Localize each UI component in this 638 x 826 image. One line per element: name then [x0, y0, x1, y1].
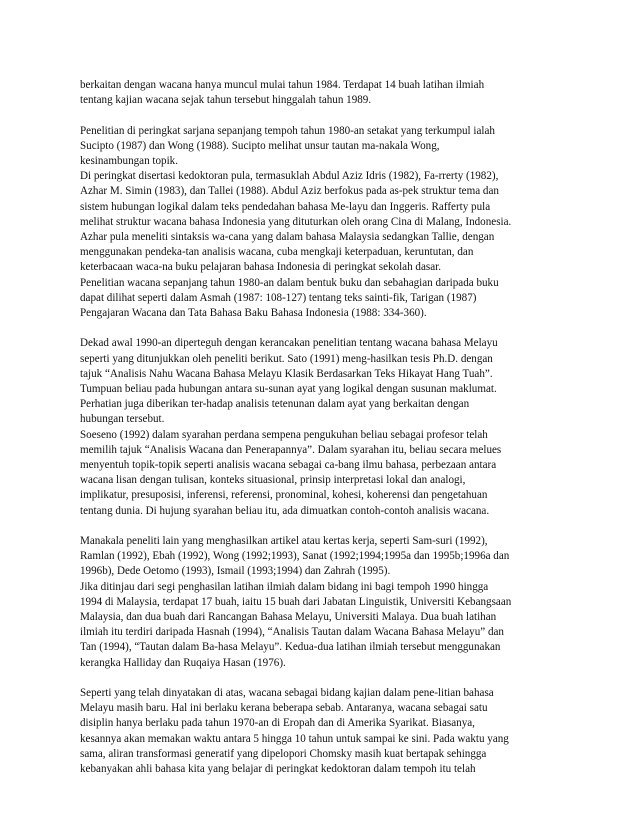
text-line: Melayu masih baru. Hal ini berlaku kerana beberapa sebab. Antaranya, wacana sebagai satu [80, 702, 488, 715]
text-line: sama, aliran transformasi generatif yang dipelopori Chomsky masih kuat bertapak sehingga [80, 747, 487, 760]
text-line: Dekad awal 1990-an diperteguh dengan kerancakan penelitian tentang wacana bahasa Melayu [80, 337, 498, 350]
text-line: disiplin hanya berlaku pada tahun 1970-an di Eropah dan di Amerika Syarikat. Biasanya, [80, 717, 475, 730]
text-line: 1996b), Dede Oetomo (1993), Ismail (1993;1994) dan Zahrah (1995). [80, 565, 391, 578]
text-line: Perhatian juga diberikan ter-hadap analisis tetenunan dalam ayat yang berkaitan dengan [80, 398, 470, 411]
text-line: Tumpuan beliau pada hubungan antara su-sunan ayat yang logikal dengan susunan maklumat. [80, 383, 497, 396]
text-line: wacana lisan dengan tulisan, konteks situasional, prinsip interpretasi lokal dan analogi, [80, 474, 466, 487]
text-line: seperti yang ditunjukkan oleh peneliti berikut. Sato (1991) meng-hasilkan tesis Ph.D. dengan [80, 352, 493, 365]
paragraph-gap [80, 321, 564, 336]
text-line: menyentuh topik-topik seperti analisis wacana sebagai ca-bang ilmu bahasa, perbezaan antara [80, 459, 497, 472]
text-line: Seperti yang telah dinyatakan di atas, wacana sebagai bidang kajian dalam pene-litian bahasa [80, 687, 494, 700]
text-line: sistem hubungan logikal dalam teks pendedahan bahasa Me-layu dan Inggeris. Rafferty pula [80, 200, 491, 213]
paragraph-gap [80, 671, 564, 686]
text-line: Penelitian di peringkat sarjana sepanjang tempoh tahun 1980-an setakat yang terkumpul ialah [80, 124, 495, 137]
paragraph-gap [80, 108, 564, 123]
text-line: dapat dilihat seperti dalam Asmah (1987: 108-127) tentang teks sainti-fik, Tarigan (1987) [80, 291, 477, 304]
text-line: Soeseno (1992) dalam syarahan perdana sempena pengukuhan beliau sebagai profesor telah [80, 428, 488, 441]
text-line: berkaitan dengan wacana hanya muncul mulai tahun 1984. Terdapat 14 buah latihan ilmiah [80, 79, 485, 91]
text-line: Azhar M. Simin (1983), dan Tallei (1988). Abdul Aziz berfokus pada as-pek struktur tema dan [80, 185, 499, 198]
text-line: Ramlan (1992), Ebah (1992), Wong (1992;1993), Sanat (1992;1994;1995a dan 1995b;1996a dan [80, 550, 510, 563]
text-line: Azhar pula meneliti sintaksis wa-cana yang dalam bahasa Malaysia sedangkan Tallie, dengan [80, 231, 495, 244]
text-line: kesannya akan memakan waktu antara 5 hingga 10 tahun untuk sampai ke sini. Pada waktu yang [80, 732, 509, 745]
text-line: menggunakan pendeka-tan analisis wacana, cuba mengkaji keterpaduan, keruntutan, dan [80, 246, 474, 259]
text-line: Di peringkat disertasi kedoktoran pula, termasuklah Abdul Aziz Idris (1982), Fa-rrerty (1982), [80, 170, 499, 183]
paragraph-gap [80, 519, 564, 534]
text-line: hubungan tersebut. [80, 413, 165, 426]
document-page [80, 78, 564, 777]
text-line: tentang dunia. Di hujung syarahan beliau itu, ada dimuatkan contoh-contoh analisis wacana. [80, 504, 490, 517]
paragraph-2 [80, 124, 564, 322]
text-line: implikatur, presuposisi, inferensi, referensi, pronominal, kohesi, koherensi dan pengetahuan [80, 489, 488, 502]
text-line: Jika ditinjau dari segi penghasilan latihan ilmiah dalam bidang ini bagi tempoh 1990 hingga [80, 580, 489, 593]
text-line: tentang kajian wacana sejak tahun tersebut hinggalah tahun 1989. [80, 94, 372, 107]
text-line: Manakala peneliti lain yang menghasilkan artikel atau kertas kerja, seperti Sam-suri (1992), [80, 535, 488, 548]
paragraph-1 [80, 78, 564, 108]
text-line: Sucipto (1987) dan Wong (1988). Sucipto melihat unsur tautan ma-nakala Wong, [80, 139, 440, 152]
text-line: kebanyakan ahli bahasa kita yang belajar di peringkat kedoktoran dalam tempoh itu telah [80, 763, 476, 776]
text-line: keterbacaan waca-na buku pelajaran bahasa Indonesia di peringkat sekolah dasar. [80, 261, 441, 274]
text-line: tajuk “Analisis Nahu Wacana Bahasa Melayu Klasik Berdasarkan Teks Hikayat Hang Tuah”. [80, 367, 493, 380]
text-line: Pengajaran Wacana dan Tata Bahasa Baku Bahasa Indonesia (1988: 334-360). [80, 307, 427, 320]
paragraph-4 [80, 534, 564, 671]
text-line: Penelitian wacana sepanjang tahun 1980-an dalam bentuk buku dan sebahagian daripada buku [80, 276, 499, 289]
text-line: melihat struktur wacana bahasa Indonesia yang dituturkan oleh orang Cina di Malang, Indonesia. [80, 215, 512, 228]
text-line: Malaysia, dan dua buah dari Rancangan Bahasa Melayu, Universiti Malaya. Dua buah latihan [80, 611, 497, 624]
text-line: Tan (1994), “Tautan dalam Ba-hasa Melayu”. Kedua-dua latihan ilmiah tersebut menggunakan [80, 641, 501, 654]
text-line: ilmiah itu terdiri daripada Hasnah (1994), “Analisis Tautan dalam Wacana Bahasa Melayu” dan [80, 626, 504, 639]
paragraph-5 [80, 686, 564, 777]
text-line: memilih tajuk “Analisis Wacana dan Penerapannya”. Dalam syarahan itu, beliau secara melues [80, 443, 502, 456]
text-line: kerangka Halliday dan Ruqaiya Hasan (1976). [80, 656, 286, 669]
paragraph-3 [80, 336, 564, 518]
text-line: 1994 di Malaysia, terdapat 17 buah, iaitu 15 buah dari Jabatan Linguistik, Universiti Kebangsaan [80, 595, 512, 608]
text-line: kesinambungan topik. [80, 155, 178, 167]
